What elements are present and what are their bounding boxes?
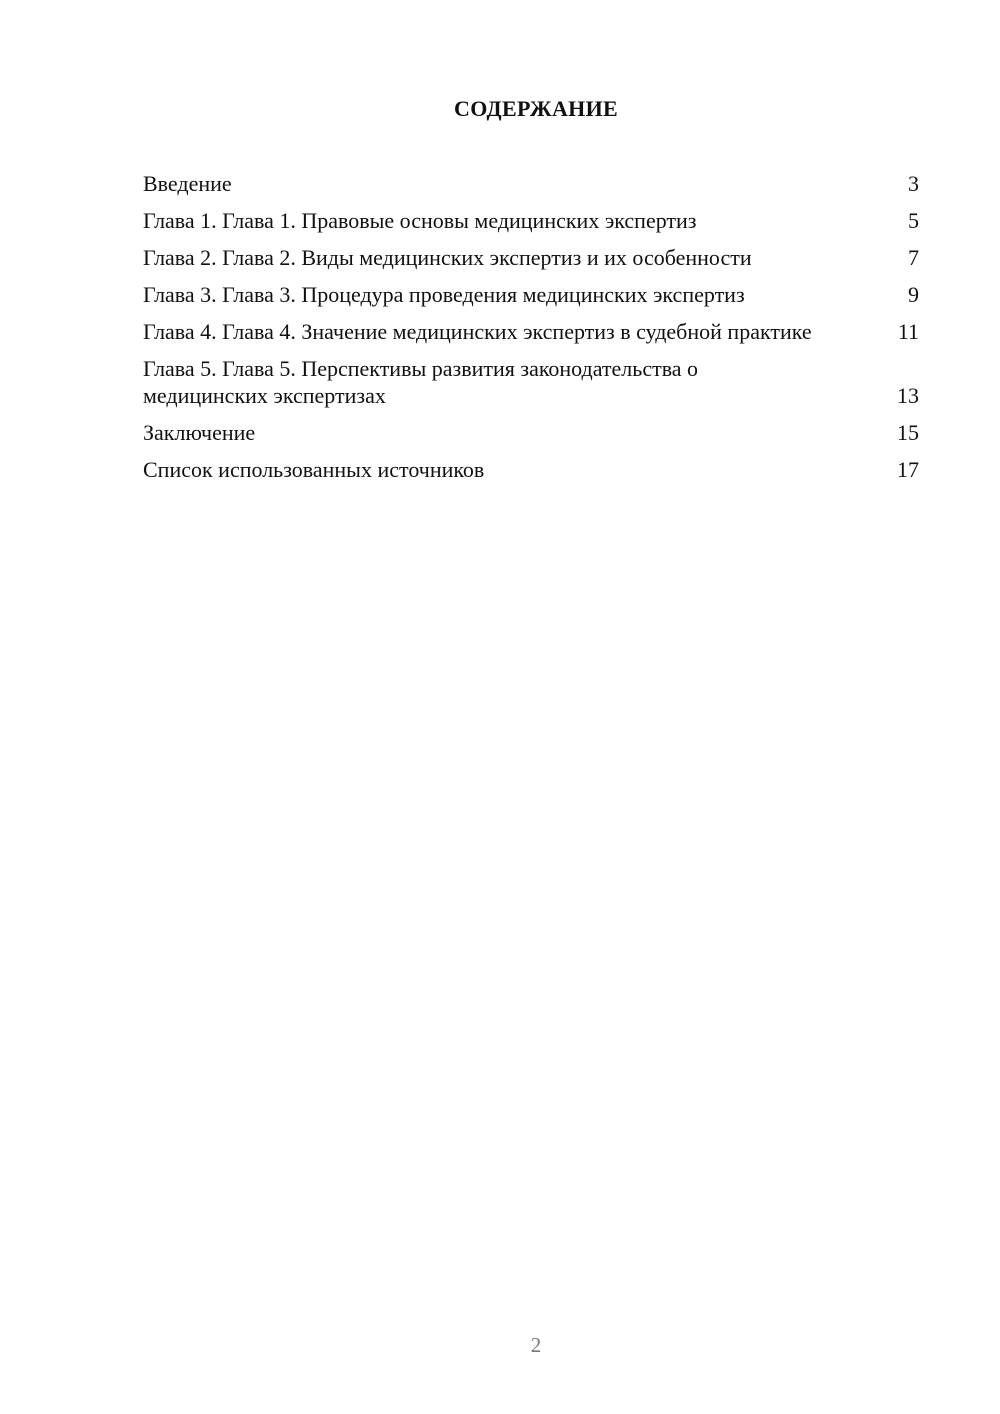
- toc-entry-chapter-5: [143, 355, 919, 409]
- toc-entry-page: 11: [897, 319, 919, 344]
- toc-entry-chapter-2: [143, 244, 919, 271]
- toc-entry-page: 3: [908, 171, 919, 196]
- toc-title: СОДЕРЖАНИЕ: [454, 96, 618, 121]
- toc-entry-chapter-4: [143, 318, 919, 345]
- toc-entry-label: Глава 3. Глава 3. Процедура проведения медицинских экспертиз: [143, 282, 745, 307]
- toc-list: [143, 170, 919, 493]
- toc-entry-page: 15: [897, 420, 919, 445]
- toc-entry-conclusion: [143, 419, 919, 446]
- toc-entry-label: Глава 5. Глава 5. Перспективы развития законодательства о медицинских экспертизах: [143, 356, 699, 408]
- toc-entry-introduction: [143, 170, 919, 197]
- toc-entry-label: Список использованных источников: [143, 457, 485, 482]
- toc-entry-page: 9: [908, 282, 919, 307]
- toc-entry-page: 17: [897, 457, 919, 482]
- toc-entry-page: 13: [897, 383, 919, 408]
- toc-entry-page: 7: [908, 245, 919, 270]
- toc-entry-chapter-3: [143, 281, 919, 308]
- toc-entry-label: Глава 4. Глава 4. Значение медицинских экспертиз в судебной практике: [143, 319, 812, 344]
- toc-entry-label: Глава 1. Глава 1. Правовые основы медицинских экспертиз: [143, 208, 697, 233]
- toc-entry-label: Заключение: [143, 420, 256, 445]
- toc-entry-references: [143, 456, 919, 483]
- toc-entry-page: 5: [908, 208, 919, 233]
- toc-entry-label: Глава 2. Глава 2. Виды медицинских экспертиз и их особенности: [143, 245, 752, 270]
- toc-entry-chapter-1: [143, 207, 919, 234]
- page-number: 2: [530, 1333, 542, 1357]
- toc-entry-label: Введение: [143, 171, 232, 196]
